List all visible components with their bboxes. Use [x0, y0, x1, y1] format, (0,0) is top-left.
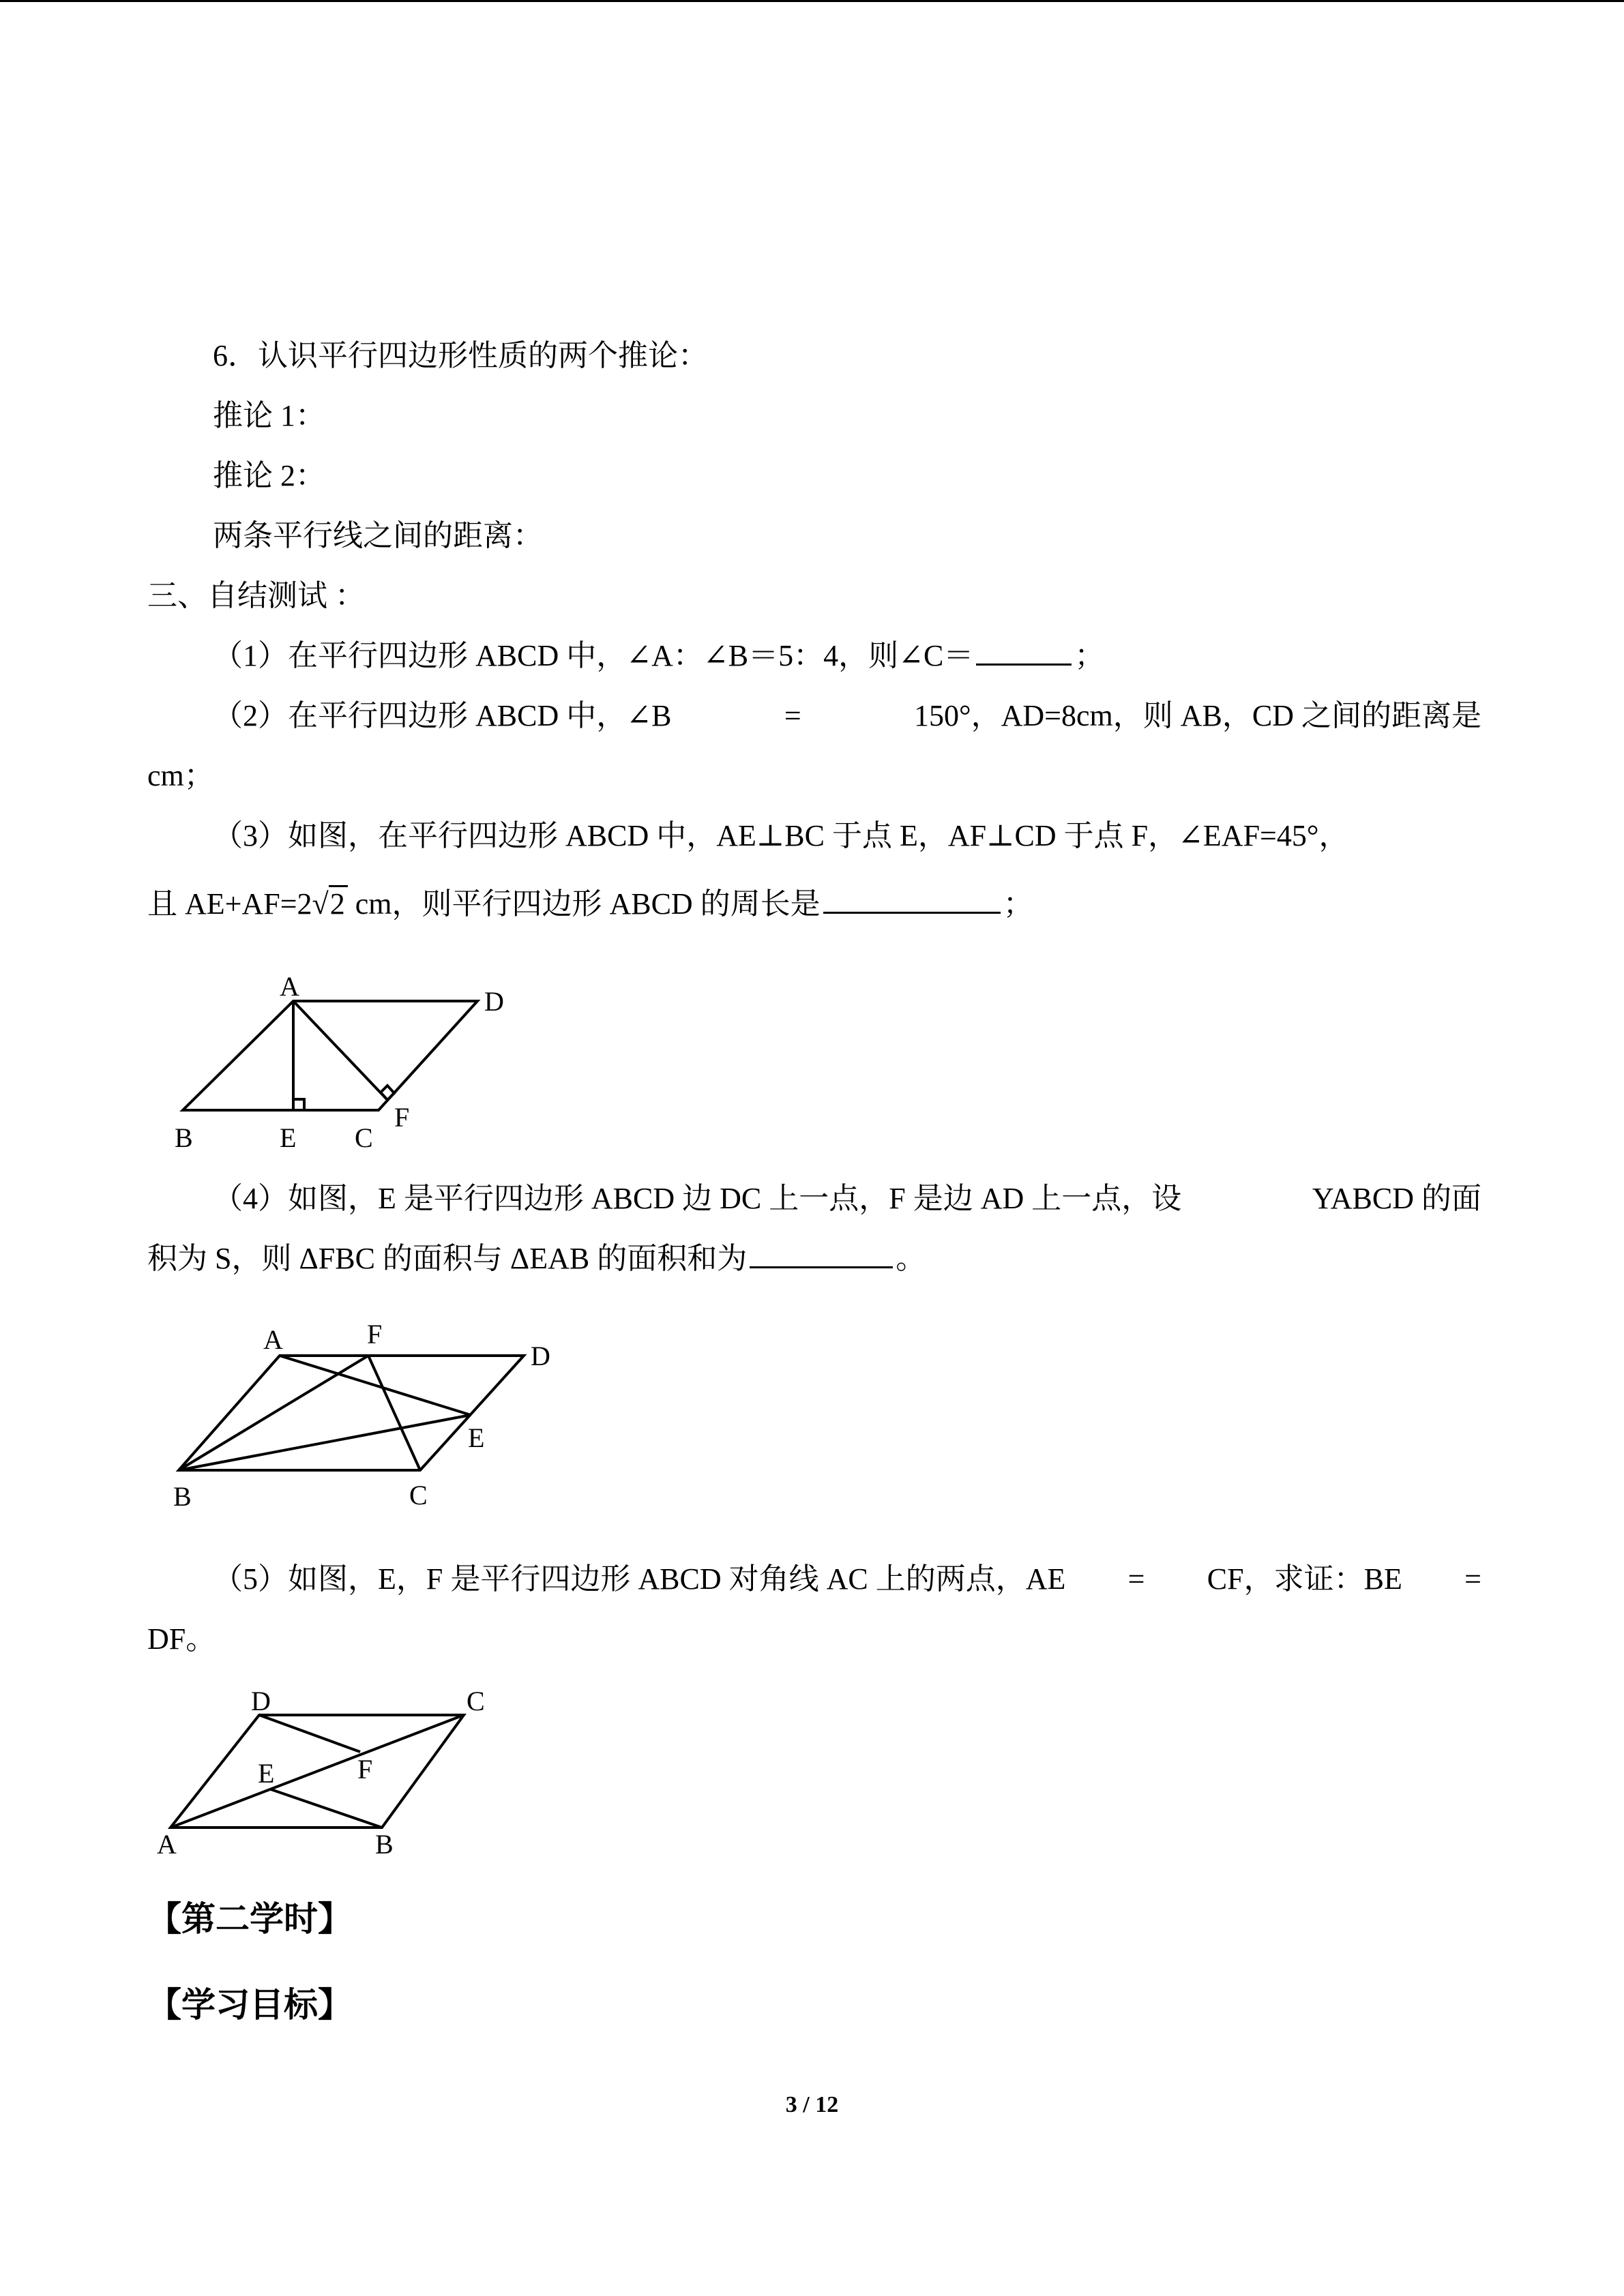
parallel-distance: 两条平行线之间的距离： — [213, 519, 543, 552]
lesson-2-heading: 【第二学时】 — [147, 1900, 352, 1938]
fig3-right-angle-f — [381, 1086, 394, 1100]
fig3-right-angle-e — [293, 1099, 304, 1110]
fig3-label-a: A — [280, 971, 299, 1002]
question-1-text: （1）在平行四边形 ABCD 中，∠A：∠B＝5：4，则∠C＝ — [213, 639, 974, 672]
figure-q5-parallelogram — [150, 1678, 518, 1868]
parallelogram-symbol: Y — [1312, 1182, 1331, 1215]
fig5-label-c: C — [467, 1686, 485, 1716]
answer-blank-3 — [823, 911, 1001, 914]
fig4-segment-fc — [368, 1356, 420, 1470]
question-5-equals-1: = — [1127, 1562, 1145, 1596]
fig3-altitude-af — [293, 1001, 387, 1100]
section-self-test-title: 三、自结测试 ： — [147, 579, 365, 612]
sqrt-expression — [312, 884, 348, 925]
question-3-end: ； — [1003, 887, 1033, 921]
figure-q3-parallelogram — [164, 968, 518, 1159]
question-5-line-1 — [213, 1559, 1481, 1600]
question-5-equals-2: = — [1464, 1562, 1481, 1596]
question-4-text-b: ABCD 的面 — [1330, 1182, 1481, 1215]
question-2-unit: cm； — [147, 759, 214, 792]
fig4-label-a: A — [263, 1324, 283, 1355]
answer-blank-1 — [976, 663, 1072, 666]
question-2-text-a: （2）在平行四边形 ABCD 中，∠B — [213, 699, 672, 732]
fig5-label-a: A — [157, 1829, 177, 1860]
fig5-segment-be — [271, 1789, 382, 1828]
question-1 — [213, 636, 1104, 676]
question-5-line-2: DF。 — [147, 1622, 216, 1656]
corollary-1: 推论 1： — [213, 399, 325, 432]
fig3-label-b: B — [175, 1122, 193, 1153]
fig5-segment-df — [259, 1715, 360, 1752]
fig4-label-d: D — [531, 1341, 550, 1371]
figure-q4-parallelogram — [164, 1316, 573, 1521]
fig5-label-b: B — [375, 1829, 394, 1860]
question-5-text-b: CF，求证：BE — [1207, 1562, 1402, 1596]
page-number: 3 / 12 — [785, 2092, 839, 2117]
answer-blank-4 — [750, 1266, 893, 1268]
question-3-line-1: （3）如图，在平行四边形 ABCD 中，AE⊥BC 于点 E，AF⊥CD 于点 F，∠EAF=45°， — [213, 819, 1349, 852]
fig5-label-e: E — [258, 1758, 275, 1789]
fig3-parallelogram-outline — [183, 1001, 477, 1110]
top-border — [0, 0, 1624, 2]
fig5-label-f: F — [357, 1754, 373, 1785]
sqrt-radicand: 2 — [329, 885, 348, 921]
question-4-end: 。 — [896, 1242, 926, 1275]
fig5-label-d: D — [251, 1686, 271, 1716]
question-4-parallelogram-ref — [1312, 1178, 1481, 1219]
fig4-label-e: E — [468, 1422, 485, 1453]
question-2-text-b: 150°，AD=8cm，则 AB，CD 之间的距离是 — [914, 699, 1481, 732]
question-2 — [213, 696, 1481, 736]
fig3-label-e: E — [280, 1122, 297, 1153]
fig3-label-c: C — [355, 1122, 373, 1153]
fig3-label-d: D — [484, 986, 504, 1017]
fig4-segment-ae — [280, 1356, 471, 1415]
item6-title: 6．认识平行四边形性质的两个推论： — [213, 339, 708, 372]
question-3-text-b: cm，则平行四边形 ABCD 的周长是 — [347, 887, 821, 921]
question-5-text-a: （5）如图，E，F 是平行四边形 ABCD 对角线 AC 上的两点，AE — [213, 1562, 1066, 1596]
fig3-label-f: F — [394, 1102, 410, 1133]
question-4-text-a: （4）如图，E 是平行四边形 ABCD 边 DC 上一点，F 是边 AD 上一点，设 — [213, 1182, 1182, 1215]
question-3-line-2 — [147, 884, 1033, 925]
question-1-end: ； — [1074, 639, 1105, 672]
question-4-text-c: 积为 S，则 ΔFBC 的面积与 ΔEAB 的面积和为 — [147, 1242, 748, 1275]
sqrt-sign: √ — [312, 887, 329, 921]
question-3-text-a: 且 AE+AF=2 — [147, 887, 312, 921]
learning-goals-heading: 【学习目标】 — [147, 1986, 352, 2024]
fig4-label-c: C — [409, 1480, 428, 1510]
corollary-2: 推论 2： — [213, 459, 325, 492]
question-2-equals: = — [784, 699, 801, 732]
question-4-line-2 — [147, 1238, 926, 1279]
question-4-line-1 — [213, 1178, 1481, 1219]
fig4-label-f: F — [367, 1319, 383, 1350]
fig4-label-b: B — [173, 1481, 192, 1512]
